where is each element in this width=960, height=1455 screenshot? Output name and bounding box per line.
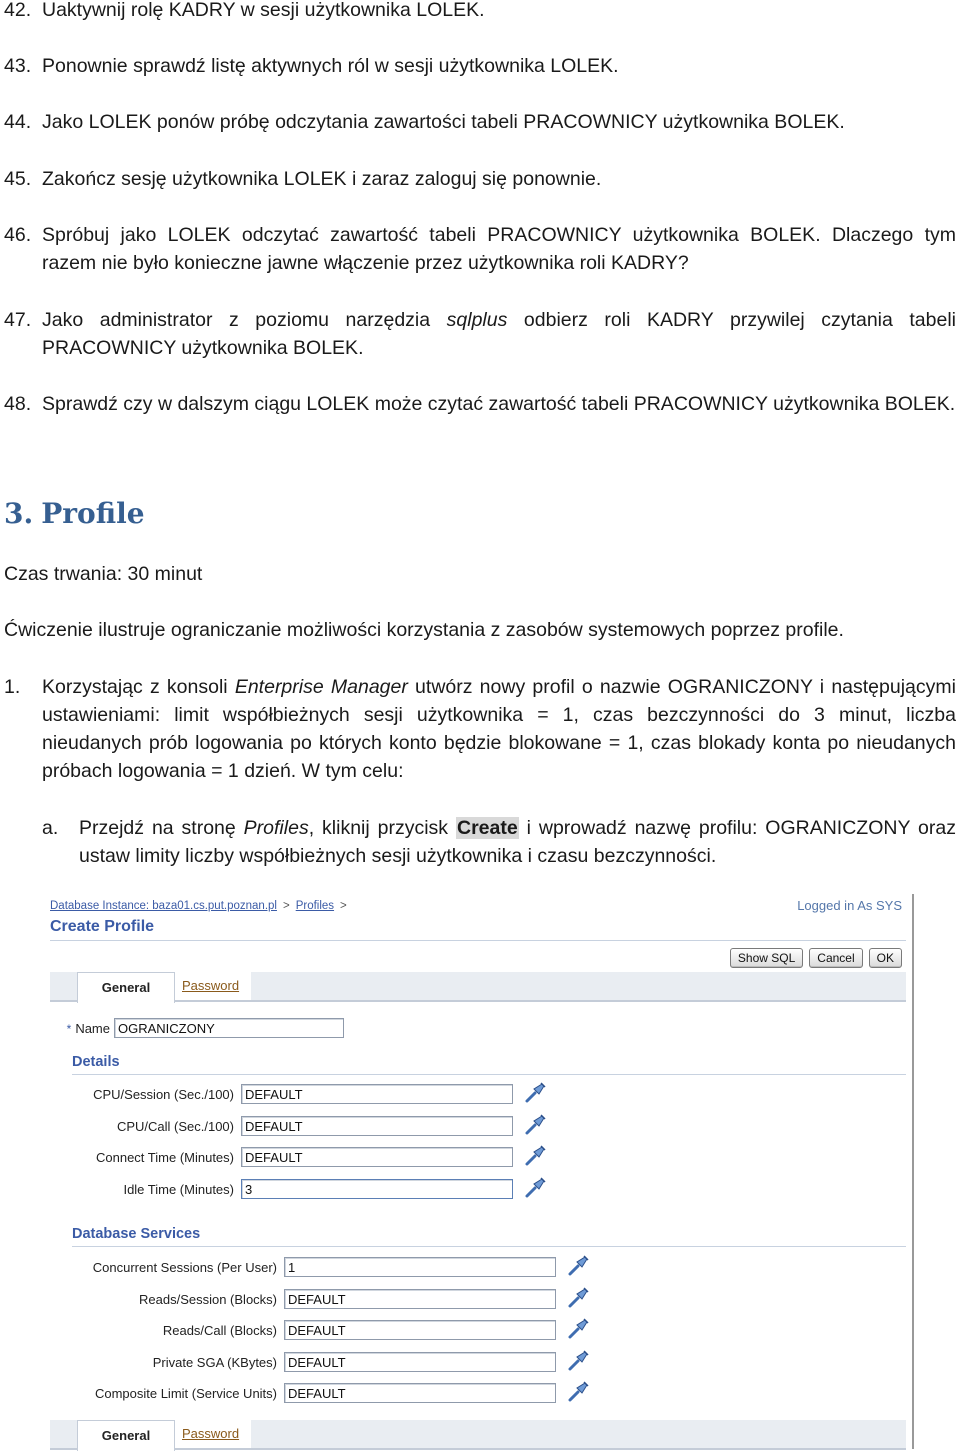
details-row (44, 1116, 234, 1138)
field-label: CPU/Call (Sec./100) (116, 1119, 234, 1134)
tab-general-bottom[interactable]: General (77, 1420, 175, 1451)
field-label: Idle Time (Minutes) (123, 1182, 234, 1197)
cancel-button[interactable]: Cancel (809, 948, 862, 968)
details-row (44, 1147, 234, 1169)
field-label: Reads/Session (Blocks) (139, 1292, 277, 1307)
field-label: Reads/Call (Blocks) (162, 1323, 277, 1338)
flashlight-search-icon[interactable] (567, 1285, 591, 1309)
breadcrumb: Database Instance: baza01.cs.put.poznan.pl > Profiles > (50, 900, 347, 912)
services-row (44, 1289, 277, 1311)
flashlight-search-icon[interactable] (524, 1112, 548, 1136)
field-label: Connect Time (Minutes) (96, 1150, 234, 1165)
field-label: CPU/Session (Sec./100) (93, 1087, 234, 1102)
flashlight-search-icon[interactable] (524, 1080, 548, 1104)
details-row (44, 1084, 234, 1106)
required-mark: * (66, 1022, 72, 1036)
flashlight-search-icon[interactable] (524, 1175, 548, 1199)
show-sql-button[interactable]: Show SQL (730, 948, 803, 968)
action-buttons (730, 948, 902, 968)
flashlight-search-icon[interactable] (567, 1379, 591, 1403)
tab-password[interactable]: Password (182, 978, 240, 993)
breadcrumb-instance-link[interactable]: Database Instance: baza01.cs.put.poznan.pl (50, 900, 277, 912)
flashlight-search-icon[interactable] (524, 1143, 548, 1167)
create-profile-screenshot (44, 890, 914, 1455)
services-row (44, 1257, 277, 1279)
composite-limit-input[interactable]: DEFAULT (284, 1383, 556, 1403)
logged-in-status: Logged in As SYS (797, 898, 902, 913)
flashlight-search-icon[interactable] (567, 1253, 591, 1277)
private-sga-input[interactable]: DEFAULT (284, 1352, 556, 1372)
cpu-session-input[interactable]: DEFAULT (241, 1084, 513, 1104)
breadcrumb-profiles-link[interactable]: Profiles (295, 900, 335, 912)
flashlight-search-icon[interactable] (567, 1348, 591, 1372)
name-input[interactable]: OGRANICZONY (114, 1018, 344, 1038)
duration-text: Czas trwania: 30 minut (4, 563, 203, 585)
tab-bar-bottom (50, 1420, 906, 1450)
tab-password-bottom[interactable]: Password (182, 1426, 240, 1441)
services-row (44, 1383, 277, 1405)
tab-bar-top (50, 972, 906, 1002)
connect-time-input[interactable]: DEFAULT (241, 1147, 513, 1167)
intro-text: Ćwiczenie ilustruje ograniczanie możliwości korzystania z zasobów systemowych poprzez profile. (4, 619, 844, 641)
ok-button[interactable]: OK (869, 948, 902, 968)
services-row (44, 1320, 277, 1342)
database-services-heading: Database Services (72, 1226, 201, 1242)
section-heading: 3. Profile (4, 497, 145, 530)
reads-session-input[interactable]: DEFAULT (284, 1289, 556, 1309)
flashlight-search-icon[interactable] (567, 1316, 591, 1340)
services-row (44, 1352, 277, 1374)
cpu-call-input[interactable]: DEFAULT (241, 1116, 513, 1136)
name-label: Name (75, 1021, 110, 1036)
page-title: Create Profile (50, 918, 155, 935)
name-row (44, 1018, 110, 1040)
field-label: Composite Limit (Service Units) (94, 1386, 277, 1401)
tab-general[interactable]: General (77, 972, 175, 1003)
field-label: Concurrent Sessions (Per User) (92, 1260, 277, 1275)
idle-time-input[interactable]: 3 (241, 1179, 513, 1199)
reads-call-input[interactable]: DEFAULT (284, 1320, 556, 1340)
details-row (44, 1179, 234, 1201)
field-label: Private SGA (KBytes) (152, 1355, 277, 1370)
details-heading: Details (72, 1054, 120, 1070)
concurrent-sessions-input[interactable]: 1 (284, 1257, 556, 1277)
